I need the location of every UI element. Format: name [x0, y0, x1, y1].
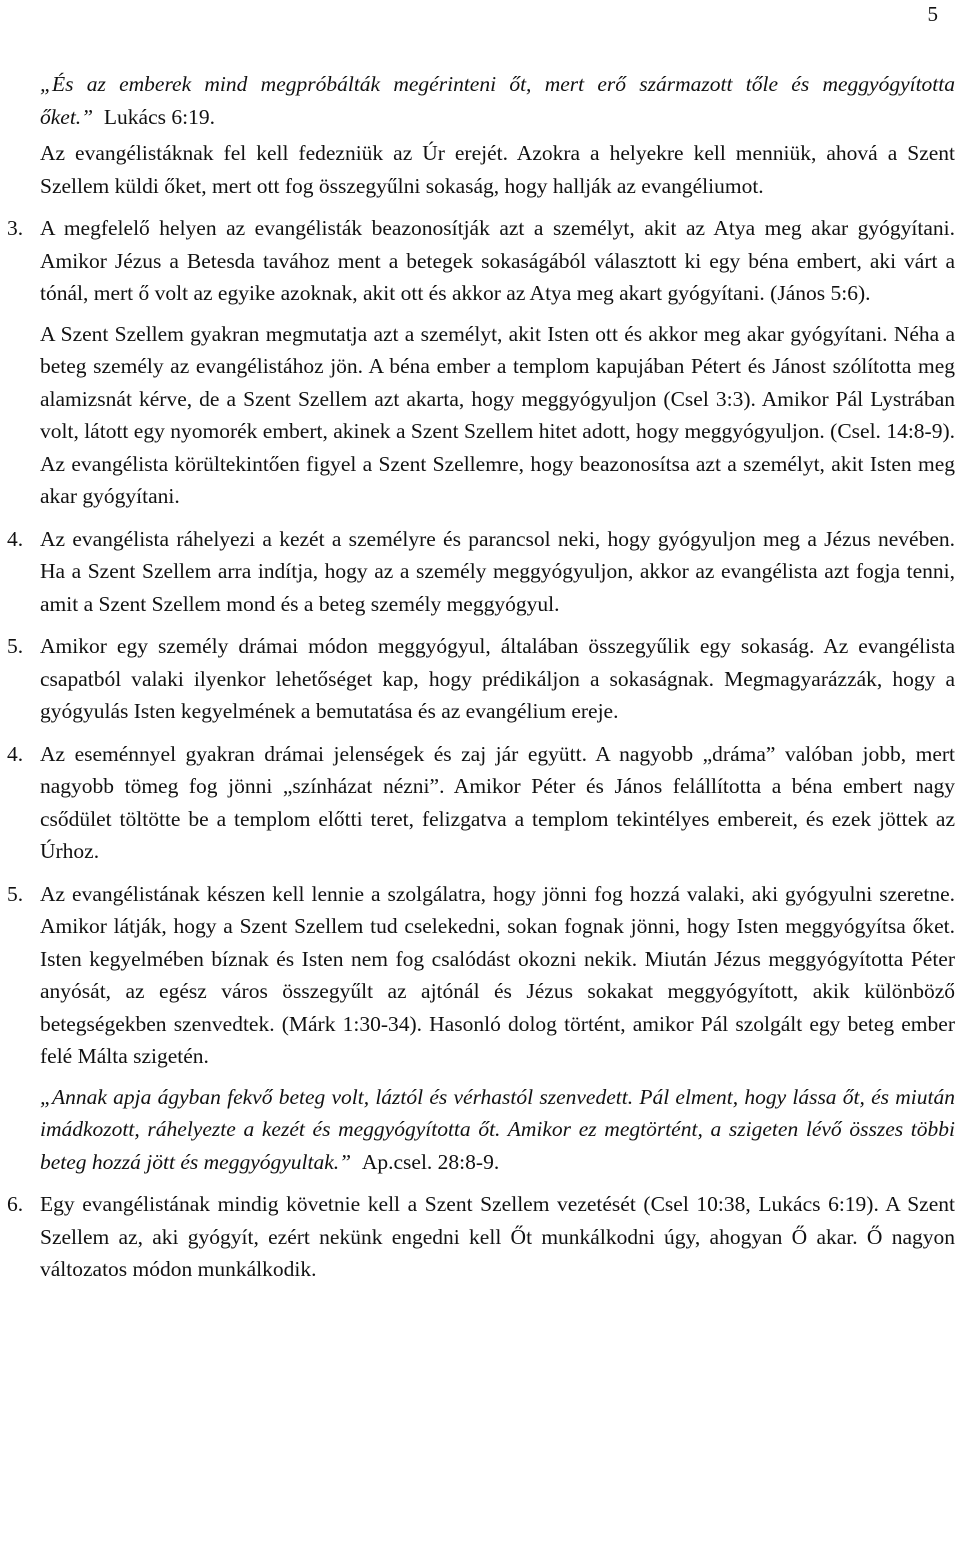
list-item-6 [7, 1188, 955, 1286]
list-item-4 [7, 523, 955, 621]
quote-reference: Lukács 6:19. [103, 104, 215, 129]
quote-reference: Ap.csel. 28:8-9. [361, 1149, 500, 1174]
item-number: 5. [7, 881, 24, 906]
intro-paragraph: Az evangélistáknak fel kell fedezniük az Úr erejét. Azokra a helyekre kell menniük, ahová a Szent Szellem küldi őket, mert ott fog összegyűlni sokaság, hogy hallják az evangéliumot. [40, 141, 955, 198]
item-paragraph: Amikor egy személy drámai módon meggyógyul, általában összegyűlik egy sokaság. Az evangélista csapatból valaki ilyenkor lehetőséget kap, hogy prédikáljon a sokaságnak. Megmagyarázzák, hogy a gyógyulás Isten kegyelmének a bemutatása és az evangélium ereje. [40, 634, 955, 723]
item-paragraph: A Szent Szellem gyakran megmutatja azt a személyt, akit Isten ott és akkor meg akar gyógyítani. Néha a beteg személy az evangélistához jön. A béna ember a templom kapujában Pétert és Jánost szólította meg alamizsnát kérve, de a Szent Szellem azt akarta, hogy meggyógyuljon (Csel 3:3). Amikor Pál Lystrában volt, látott egy nyomorék embert, akinek a Szent Szellem hitet adott, hogy meggyógyuljon. (Csel. 14:8-9). Az evangélista körültekintően figyel a Szent Szellemre, hogy beazonosítsa azt a személyt, akit Isten meg akar gyógyítani. [40, 321, 955, 508]
item-paragraph: Az evangélista ráhelyezi a kezét a személyre és parancsol neki, hogy gyógyuljon meg a Jézus nevében. Ha a Szent Szellem arra indítja, hogy az a személy meggyógyuljon, akkor az evangélista azt fogja tenni, amit a Szent Szellem mond és a beteg személy meggyógyul. [40, 526, 955, 616]
item-paragraph: Az eseménnyel gyakran drámai jelenségek és zaj jár együtt. A nagyobb „dráma” valóban jobb, mert nagyobb tömeg fog jönni „színházat nézni”. Amikor Péter és János felállította a béna embert nagy csődület töltötte be a templom előtti teret, felizgatva a templom tekintélyes embereit, és ezek jöttek az Úrhoz. [40, 741, 955, 863]
quote-text: „És az emberek mind megpróbálták megérinteni őt, mert erő származott tőle és meggyógyította őket.” [40, 72, 955, 129]
page-body [7, 68, 955, 1286]
item-number: 4. [7, 526, 24, 551]
scripture-quote [40, 1081, 955, 1179]
list-item-3 [7, 212, 955, 513]
item-paragraph: Egy evangélistának mindig követnie kell a Szent Szellem vezetését (Csel 10:38, Lukács 6:19). A Szent Szellem az, aki gyógyít, ezért nekünk engedni kell Őt munkálkodni úgy, ahogyan Ő akar. Ő nagyon változatos módon munkálkodik. [40, 1192, 955, 1281]
item-number: 4. [7, 741, 24, 766]
item-paragraph: A megfelelő helyen az evangélisták beazonosítják azt a személyt, akit az Atya meg akar gyógyítani. Amikor Jézus a Betesda tavához ment a betegek sokaságából választott ki egy béna embert, aki várt a tónál, mert ő volt az egyike azoknak, akit ott és akkor az Atya meg akart gyógyítani. (János 5:6). [40, 216, 955, 305]
item-number: 5. [7, 634, 24, 658]
item-number: 6. [7, 1192, 24, 1216]
item-number: 3. [7, 216, 24, 240]
list-item-4b [7, 738, 955, 868]
list-item-5b [7, 878, 955, 1179]
quote-text: „Annak apja ágyban fekvő beteg volt, láztól és vérhastól szenvedett. Pál elment, hogy lássa őt, és miután imádkozott, ráhelyezte a kezét és meggyógyította őt. Amikor ez megtörtént, a szigeten lévő összes többi beteg hozzá jött és meggyógyultak.” [40, 1084, 955, 1174]
page-number: 5 [927, 2, 938, 26]
list-item-5 [7, 630, 955, 728]
item-paragraph: Az evangélistának készen kell lennie a szolgálatra, hogy jönni fog hozzá valaki, aki gyógyulni szeretne. Amikor látják, hogy a Szent Szellem tud cselekedni, sokan fognak jönni, hogy Isten meggyógyítsa őket. Isten kegyelmében bíznak és Isten nem fog csalódást okozni nekik. Miután Jézus meggyógyította Péter anyósát, az egész város összegyűlt az ajtónál és Jézus sokakat meggyógyított, akik különböző betegségekben szenvedtek. (Márk 1:30-34). Hasonló dolog történt, amikor Pál szolgált egy beteg ember felé Málta szigetén. [40, 881, 955, 1068]
opening-quote [40, 68, 955, 133]
